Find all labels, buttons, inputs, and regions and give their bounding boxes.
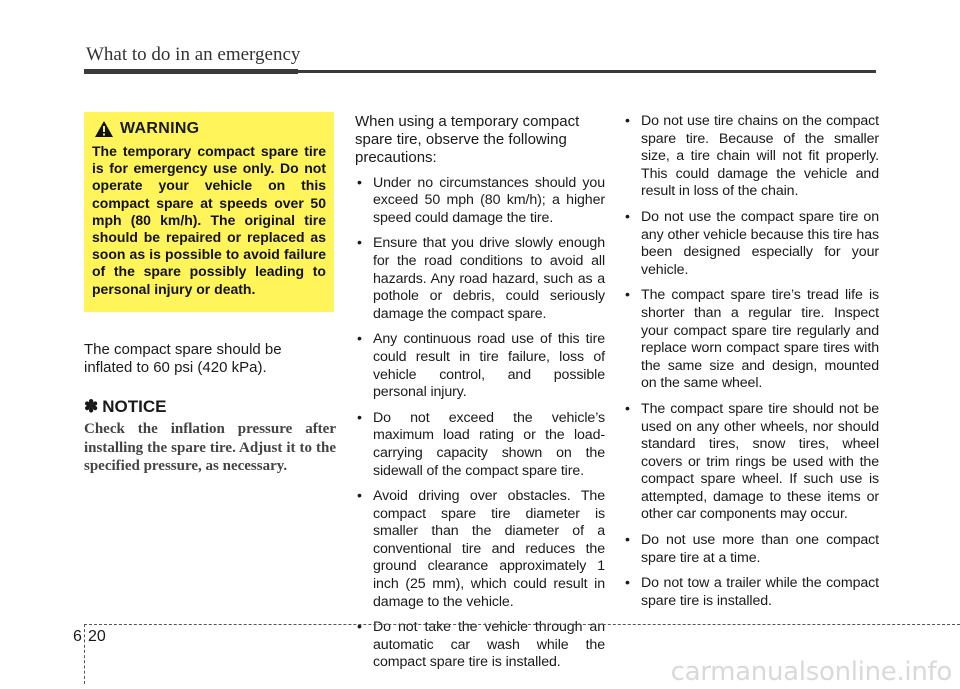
precautions-list-2 <box>355 175 605 672</box>
warning-header <box>94 120 326 138</box>
list-item: • Any continuous road use of this tire could result in tire failure, loss of vehicle control, and possible personal injury. <box>355 331 605 401</box>
list-item: • Do not use tire chains on the compact spare tire. Because of the smaller size, a tire chain will not fit properly. This could damage the vehicle and result in loss of the chain. <box>623 113 879 201</box>
warning-box <box>84 112 334 312</box>
precautions-list-3 <box>623 113 879 610</box>
list-item: • Do not use the compact spare tire on any other vehicle because this tire has been designed especially for your vehicle. <box>623 209 879 279</box>
list-item: • Do not use more than one compact spare tire at a time. <box>623 532 879 567</box>
warning-triangle-icon <box>94 120 114 138</box>
list-item: • The compact spare tire should not be used on any other wheels, nor should standard tires, snow tires, wheel covers or trim rings be used with the compact spare wheel. If such use is attempted, damage to these items or other car components may occur. <box>623 401 879 524</box>
precautions-column-3 <box>623 113 879 618</box>
list-item: • Avoid driving over obstacles. The compact spare tire diameter is smaller than the diameter of a conventional tire and reduces the ground clearance approximately 1 inch (25 mm), which could result in damage to the vehicle. <box>355 488 605 611</box>
watermark: carmanualsonline.info <box>670 657 952 687</box>
page-header-title: What to do in an emergency <box>86 44 301 65</box>
chapter-number: 6 <box>73 628 82 645</box>
precautions-intro: When using a temporary compact spare tire, observe the following precautions: <box>355 113 580 167</box>
warning-title: WARNING <box>120 120 200 137</box>
list-item: • Under no circumstances should you exceed 50 mph (80 km/h); a higher speed could damage the tire. <box>355 175 605 228</box>
header-rule <box>84 70 876 73</box>
list-item: • Do not tow a trailer while the compact spare tire is installed. <box>623 575 879 610</box>
warning-text: The temporary compact spare tire is for emergency use only. Do not operate your vehicle on this compact spare at speeds over 50 mph (80 km/h). The original tire should be repaired or replaced as soon as is possible to avoid failure of the spare possibly leading to personal injury or death. <box>92 143 326 297</box>
notice-text: Check the inflation pressure after installing the spare tire. Adjust it to the specified pressure, as necessary. <box>84 421 336 474</box>
list-item: • Ensure that you drive slowly enough for the road conditions to avoid all hazards. Any road hazard, such as a pothole or debris, could seriously damage the compact spare. <box>355 235 605 323</box>
footer-divider <box>84 624 85 684</box>
page-number: 20 <box>88 628 106 645</box>
precautions-column-2 <box>355 113 605 680</box>
notice-asterisk-icon: ✽ <box>84 397 99 416</box>
footer-rule <box>84 624 960 625</box>
list-item: • Do not take the vehicle through an automatic car wash while the compact spare tire is installed. <box>355 619 605 672</box>
notice-header <box>84 397 166 417</box>
inflation-paragraph: The compact spare should be inflated to 60 psi (420 kPa). <box>84 341 282 377</box>
list-item: • Do not exceed the vehicle’s maximum load rating or the load-carrying capacity shown on the sidewall of the compact spare tire. <box>355 410 605 480</box>
list-item: • The compact spare tire’s tread life is shorter than a regular tire. Inspect your compact spare tire regularly and replace worn compact spare tires with the same size and design, mounted on the same wheel. <box>623 287 879 393</box>
notice-title: NOTICE <box>102 397 167 416</box>
